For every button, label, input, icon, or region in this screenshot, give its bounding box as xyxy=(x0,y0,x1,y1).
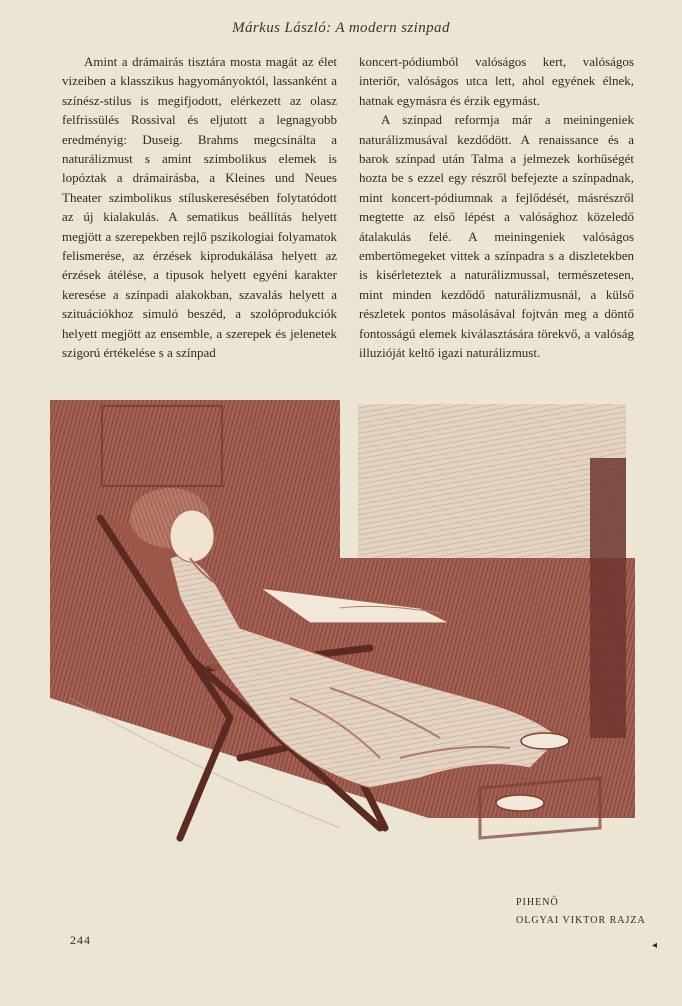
window-light xyxy=(358,404,626,558)
arrow-icon: ◂ xyxy=(652,940,658,951)
body-paragraph: koncert-pódiumból valóságos kert, valóságos interiőr, valóságos utca lett, ahol egyének élnek, hatnak egymásra és érzik egymást. xyxy=(359,54,634,108)
page-number: 244 xyxy=(70,933,91,947)
body-paragraph: A színpad reformja már a meiningeniek naturálizmusával kezdődött. A renaissance és a barok színpad után Talma a jelmezek korhűségét hozta be s ezzel egy részről befejezte a színpadnak, mint koncert-pódiumnak a fejlődését, másrészről megtette az első lépést a valósághoz közeledő átalakulás felé. A meiningeniek valóságos embertömegeket vittek a színpadra s a diszletekben is kisérleteztek a naturálizmussal, természetesen, mint minden kezdődő naturálizmusnál, a külső részletek pontos másolásával fojtván meg a döntő fontosságú elemek kiválasztására törekvő, a valóság illuzióját keltő igazi naturálizmust. xyxy=(359,112,634,361)
lithograph-illustration xyxy=(40,398,638,868)
figure-shoe xyxy=(521,733,569,749)
left-text-column xyxy=(62,52,337,363)
figure-shoe xyxy=(496,795,544,811)
right-text-column xyxy=(359,52,634,363)
figure-face xyxy=(170,510,214,562)
illustration-caption xyxy=(516,894,646,930)
body-paragraph: Amint a drámairás tisztára mosta magát az élet vizeiben a klasszikus hagyományoktól, lassanként a színész-stilus is megifjodott, elérkezett az olasz felfrissülés Rossival és eljutott a legnagyobb eredményig: Duseig. Brahms megcsinálta a naturálizmust s amint szimbolikus elemek is lopóztak a drámairásba, a Kleines und Neues Theater szimbolikus stíluskeresésében folytatódott az új kialakulás. A sematikus beállítás helyett megjött a szerepekben rejlő pszikologiai folyamatok felismerése, az érzések kiprodukálása helyett az érzések átélése, a tipusok helyett egyéni karakter keresése a színpadi alakokban, szavalás helyett a szituációkhoz simuló beszéd, a szolóprodukciók helyett megjött az ensemble, a szerepek és jelenetek szigorú értékelése s a színpad xyxy=(62,54,337,361)
caption-title: PIHENŐ xyxy=(516,897,559,908)
running-header: Márkus László: A modern szinpad xyxy=(232,20,450,36)
side-furniture xyxy=(590,458,626,738)
caption-credit: OLGYAI VIKTOR RAJZA xyxy=(516,915,646,926)
